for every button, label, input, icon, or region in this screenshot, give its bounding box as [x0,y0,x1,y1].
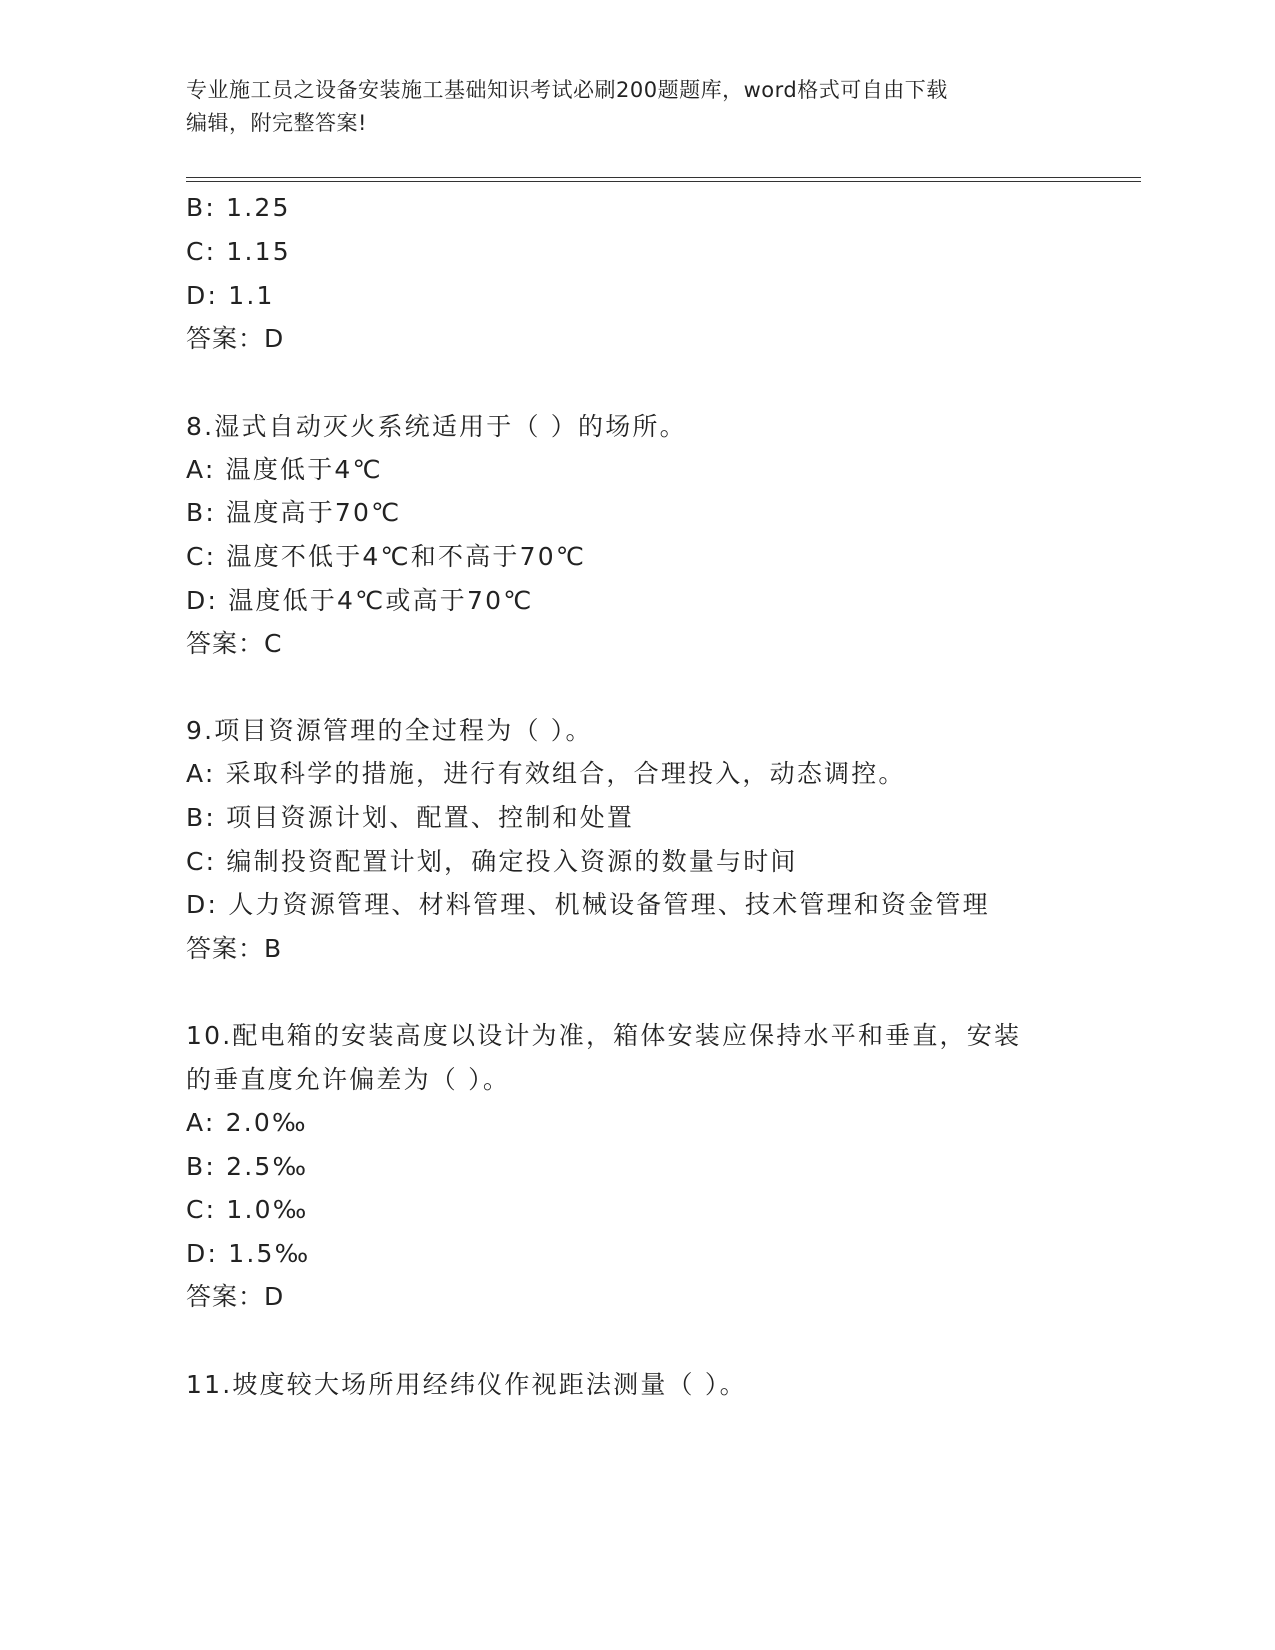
header-title-line-1: 专业施工员之设备安装施工基础知识考试必刷200题题库，word格式可自由下载 [186,78,948,102]
question-10-option-d: D: 1.5‰ [186,1239,311,1268]
document-header [186,74,1066,140]
question-10-stem-line-1: 10.配电箱的安装高度以设计为准，箱体安装应保持水平和垂直，安装 [186,1021,1022,1050]
question-9-option-d: D: 人力资源管理、材料管理、机械设备管理、技术管理和资金管理 [186,890,990,919]
option-c: C: 1.15 [186,237,291,266]
header-divider-top [186,177,1141,178]
answer-line: 答案：D [186,324,285,353]
question-10-answer: 答案：D [186,1282,285,1311]
header-divider-bottom [186,181,1141,182]
option-b: B: 1.25 [186,193,291,222]
question-9-option-a: A: 采取科学的措施，进行有效组合，合理投入，动态调控。 [186,759,906,788]
question-10-option-b: B: 2.5‰ [186,1152,309,1181]
question-8-stem: 8.湿式自动灭火系统适用于（ ）的场所。 [186,412,687,441]
question-10-option-c: C: 1.0‰ [186,1195,309,1224]
question-9-option-c: C: 编制投资配置计划，确定投入资源的数量与时间 [186,847,798,876]
question-9-option-b: B: 项目资源计划、配置、控制和处置 [186,803,635,832]
question-10-option-a: A: 2.0‰ [186,1108,308,1137]
question-8-option-b: B: 温度高于70℃ [186,498,402,527]
question-8-option-a: A: 温度低于4℃ [186,455,383,484]
question-8-option-c: C: 温度不低于4℃和不高于70℃ [186,542,587,571]
header-title-line-2: 编辑，附完整答案! [186,111,367,135]
question-8-answer: 答案：C [186,629,283,658]
question-9-stem: 9.项目资源管理的全过程为（ ）。 [186,716,593,745]
question-11-stem: 11.坡度较大场所用经纬仪作视距法测量（ ）。 [186,1370,747,1399]
option-d: D: 1.1 [186,281,275,310]
question-10-stem-line-2: 的垂直度允许偏差为（ ）。 [186,1065,511,1094]
question-9-answer: 答案：B [186,934,283,963]
question-8-option-d: D: 温度低于4℃或高于70℃ [186,586,534,615]
